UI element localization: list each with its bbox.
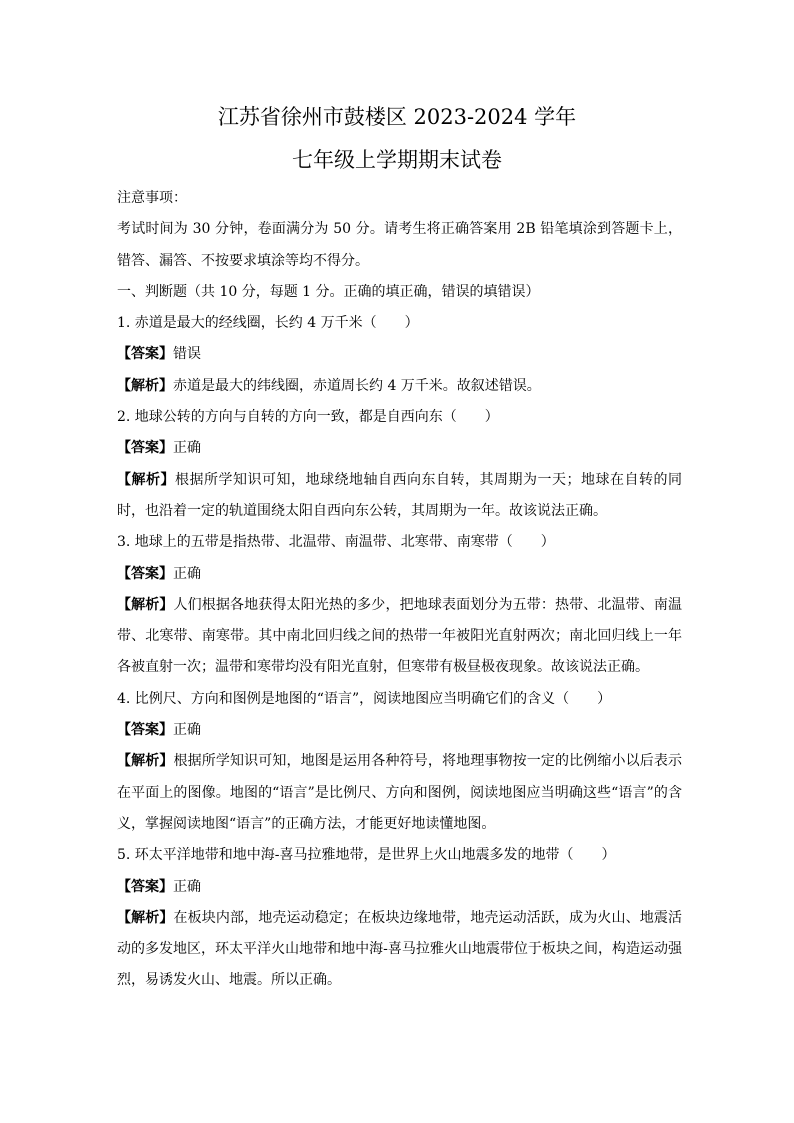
exam-subtitle: 七年级上学期期末试卷 bbox=[292, 148, 502, 172]
section-heading: 一、判断题（共 10 分，每题 1 分。正确的填正确，错误的填错误） bbox=[117, 283, 540, 300]
exam-title: 江苏省徐州市鼓楼区 2023-2024 学年 bbox=[217, 105, 577, 129]
analysis-block bbox=[117, 590, 682, 684]
answer-label: 【答案】 bbox=[117, 878, 173, 895]
question-stem: 5. 环太平洋地带和地中海-喜马拉雅地带，是世界上火山地震多发的地带（ ） bbox=[117, 847, 616, 864]
question-stem: 3. 地球上的五带是指热带、北温带、南温带、北寒带、南寒带（ ） bbox=[117, 534, 555, 551]
exam-body bbox=[117, 183, 682, 997]
analysis-label: 【解析】 bbox=[117, 377, 173, 394]
question-stem: 1. 赤道是最大的经线圈，长约 4 万千米（ ） bbox=[117, 315, 419, 332]
answer-label: 【答案】 bbox=[117, 440, 173, 457]
answer-value: 正确 bbox=[173, 440, 201, 457]
notice-heading: 注意事项： bbox=[117, 190, 187, 206]
answer-label: 【答案】 bbox=[117, 722, 173, 739]
analysis-label: 【解析】 bbox=[117, 909, 174, 926]
answer-value: 正确 bbox=[173, 878, 201, 895]
answer-label: 【答案】 bbox=[117, 565, 173, 582]
notice-text: 考试时间为 30 分钟，卷面满分为 50 分。请考生将正确答案用 2B 铅笔填涂到答题卡上，错答、漏答、不按要求填涂等均不得分。 bbox=[117, 221, 682, 269]
question-stem: 4. 比例尺、方向和图例是地图的“语言”，阅读地图应当明确它们的含义（ ） bbox=[117, 690, 612, 707]
answer-line bbox=[117, 433, 682, 464]
analysis-text: 在板块内部，地壳运动稳定；在板块边缘地带，地壳运动活跃，成为火山、地震活动的多发地区，环太平洋火山地带和地中海-喜马拉雅火山地震带位于板块之间，构造运动强烈，易诱发火山、地震。所以正确。 bbox=[117, 909, 683, 989]
analysis-text: 人们根据各地获得太阳光热的多少，把地球表面划分为五带：热带、北温带、南温带、北寒带、南寒带。其中南北回归线之间的热带一年被阳光直射两次；南北回归线上一年各被直射一次；温带和寒带均没有阳光直射，但寒带有极昼极夜现象。故该说法正确。 bbox=[117, 596, 683, 676]
answer-line bbox=[117, 872, 682, 903]
answer-value: 错误 bbox=[173, 346, 201, 363]
answer-value: 正确 bbox=[173, 722, 201, 739]
question-stem: 2. 地球公转的方向与自转的方向一致，都是自西向东（ ） bbox=[117, 409, 499, 426]
analysis-block bbox=[117, 903, 682, 997]
analysis-text: 赤道是最大的纬线圈，赤道周长约 4 万千米。故叙述错误。 bbox=[173, 377, 541, 394]
analysis-label: 【解析】 bbox=[117, 471, 175, 488]
analysis-text: 根据所学知识可知，地球绕地轴自西向东自转，其周期为一天；地球在自转的同时，也沿着一定的轨道围绕太阳自西向东公转，其周期为一年。故该说法正确。 bbox=[117, 471, 682, 519]
analysis-label: 【解析】 bbox=[117, 753, 174, 770]
analysis-block bbox=[117, 465, 682, 528]
answer-value: 正确 bbox=[173, 565, 201, 582]
answer-label: 【答案】 bbox=[117, 346, 173, 363]
answer-line bbox=[117, 715, 682, 746]
analysis-block bbox=[117, 746, 682, 840]
answer-line bbox=[117, 559, 682, 590]
analysis-block bbox=[117, 371, 682, 402]
answer-line bbox=[117, 339, 682, 370]
analysis-label: 【解析】 bbox=[117, 596, 174, 613]
analysis-text: 根据所学知识可知，地图是运用各种符号，将地理事物按一定的比例缩小以后表示在平面上的图像。地图的“语言”是比例尺、方向和图例，阅读地图应当明确这些“语言”的含义，掌握阅读地图“语言”的正确方法，才能更好地读懂地图。 bbox=[117, 753, 683, 832]
